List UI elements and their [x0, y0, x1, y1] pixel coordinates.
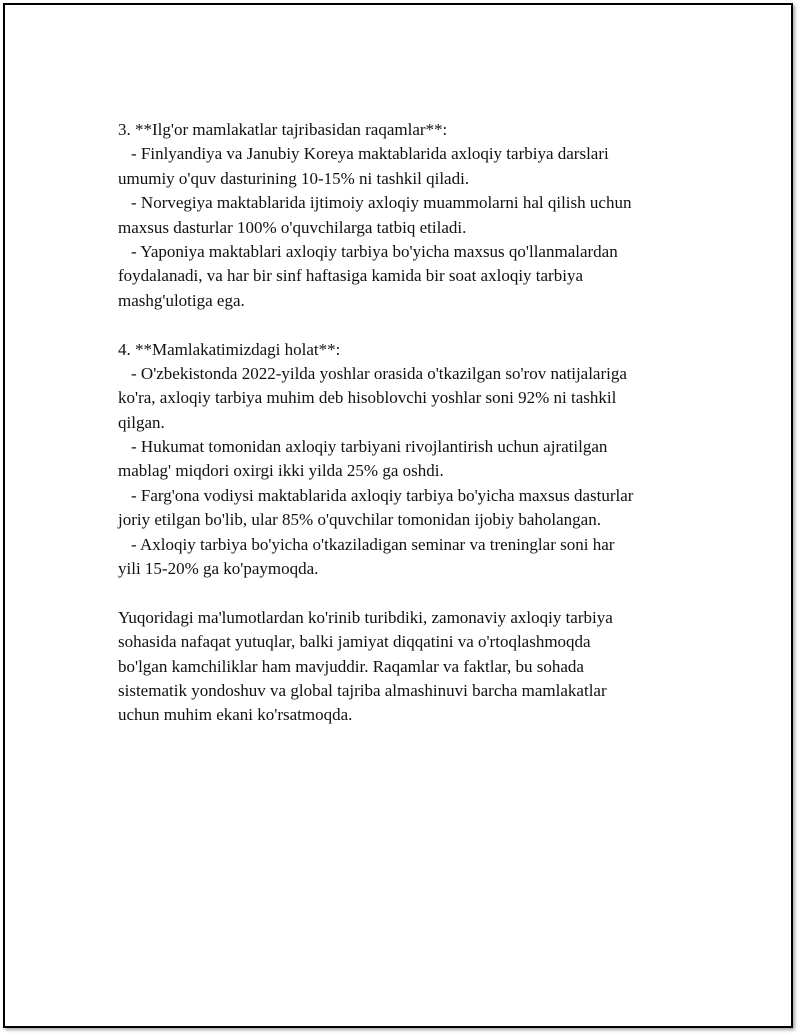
section-3-item-2: [118, 191, 693, 240]
text-line: sistematik yondoshuv va global tajriba almashinuvi barcha mamlakatlar: [118, 680, 607, 700]
text-line: uchun muhim ekani ko'rsatmoqda.: [118, 705, 353, 725]
text-line: joriy etilgan bo'lib, ular 85% o'quvchilar tomonidan ijobiy baholangan.: [118, 510, 601, 530]
text-line: - Norvegiya maktablarida ijtimoiy axloqiy muammolarni hal qilish uchun: [131, 193, 632, 213]
conclusion-paragraph: [118, 606, 693, 728]
text-line: - Farg'ona vodiysi maktablarida axloqiy tarbiya bo'yicha maxsus dasturlar: [131, 485, 634, 505]
section-4-item-4: [118, 533, 693, 582]
text-line: - Finlyandiya va Janubiy Koreya maktablarida axloqiy tarbiya darslari: [131, 144, 609, 164]
text-line: qilgan.: [118, 412, 165, 432]
document-body: [118, 118, 693, 728]
text-line: - Hukumat tomonidan axloqiy tarbiyani rivojlantirish uchun ajratilgan: [131, 437, 608, 457]
text-line: umumiy o'quv dasturining 10-15% ni tashkil qiladi.: [118, 168, 470, 188]
section-3-item-1: [118, 142, 693, 191]
text-line: - Yaponiya maktablari axloqiy tarbiya bo'yicha maxsus qo'llanmalardan: [131, 241, 618, 261]
text-line: maxsus dasturlar 100% o'quvchilarga tatbiq etiladi.: [118, 217, 467, 237]
section-4-heading: 4. **Mamlakatimizdagi holat**:: [118, 339, 341, 359]
section-4-item-2: [118, 435, 693, 484]
text-line: - Axloqiy tarbiya bo'yicha o'tkaziladigan seminar va treninglar soni har: [131, 534, 615, 554]
section-3-item-3: [118, 240, 693, 313]
paragraph-gap: [118, 313, 693, 337]
section-4-item-1: [118, 362, 693, 435]
section-3: [118, 118, 693, 313]
text-line: yili 15-20% ga ko'paymoqda.: [118, 559, 319, 579]
section-3-heading: 3. **Ilg'or mamlakatlar tajribasidan raqamlar**:: [118, 120, 448, 139]
section-4: [118, 338, 693, 582]
text-line: - O'zbekistonda 2022-yilda yoshlar orasida o'tkazilgan so'rov natijalariga: [131, 363, 627, 383]
text-line: foydalanadi, va har bir sinf haftasiga kamida bir soat axloqiy tarbiya: [118, 266, 583, 286]
text-line: ko'ra, axloqiy tarbiya muhim deb hisoblovchi yoshlar soni 92% ni tashkil: [118, 388, 617, 408]
text-line: Yuqoridagi ma'lumotlardan ko'rinib turibdiki, zamonaviy axloqiy tarbiya: [118, 607, 613, 627]
text-line: mashg'ulotiga ega.: [118, 290, 245, 310]
text-line: mablag' miqdori oxirgi ikki yilda 25% ga oshdi.: [118, 461, 444, 481]
section-4-item-3: [118, 484, 693, 533]
paragraph-gap: [118, 581, 693, 605]
text-line: bo'lgan kamchiliklar ham mavjuddir. Raqamlar va faktlar, bu sohada: [118, 656, 584, 676]
text-line: sohasida nafaqat yutuqlar, balki jamiyat diqqatini va o'rtoqlashmoqda: [118, 632, 591, 652]
